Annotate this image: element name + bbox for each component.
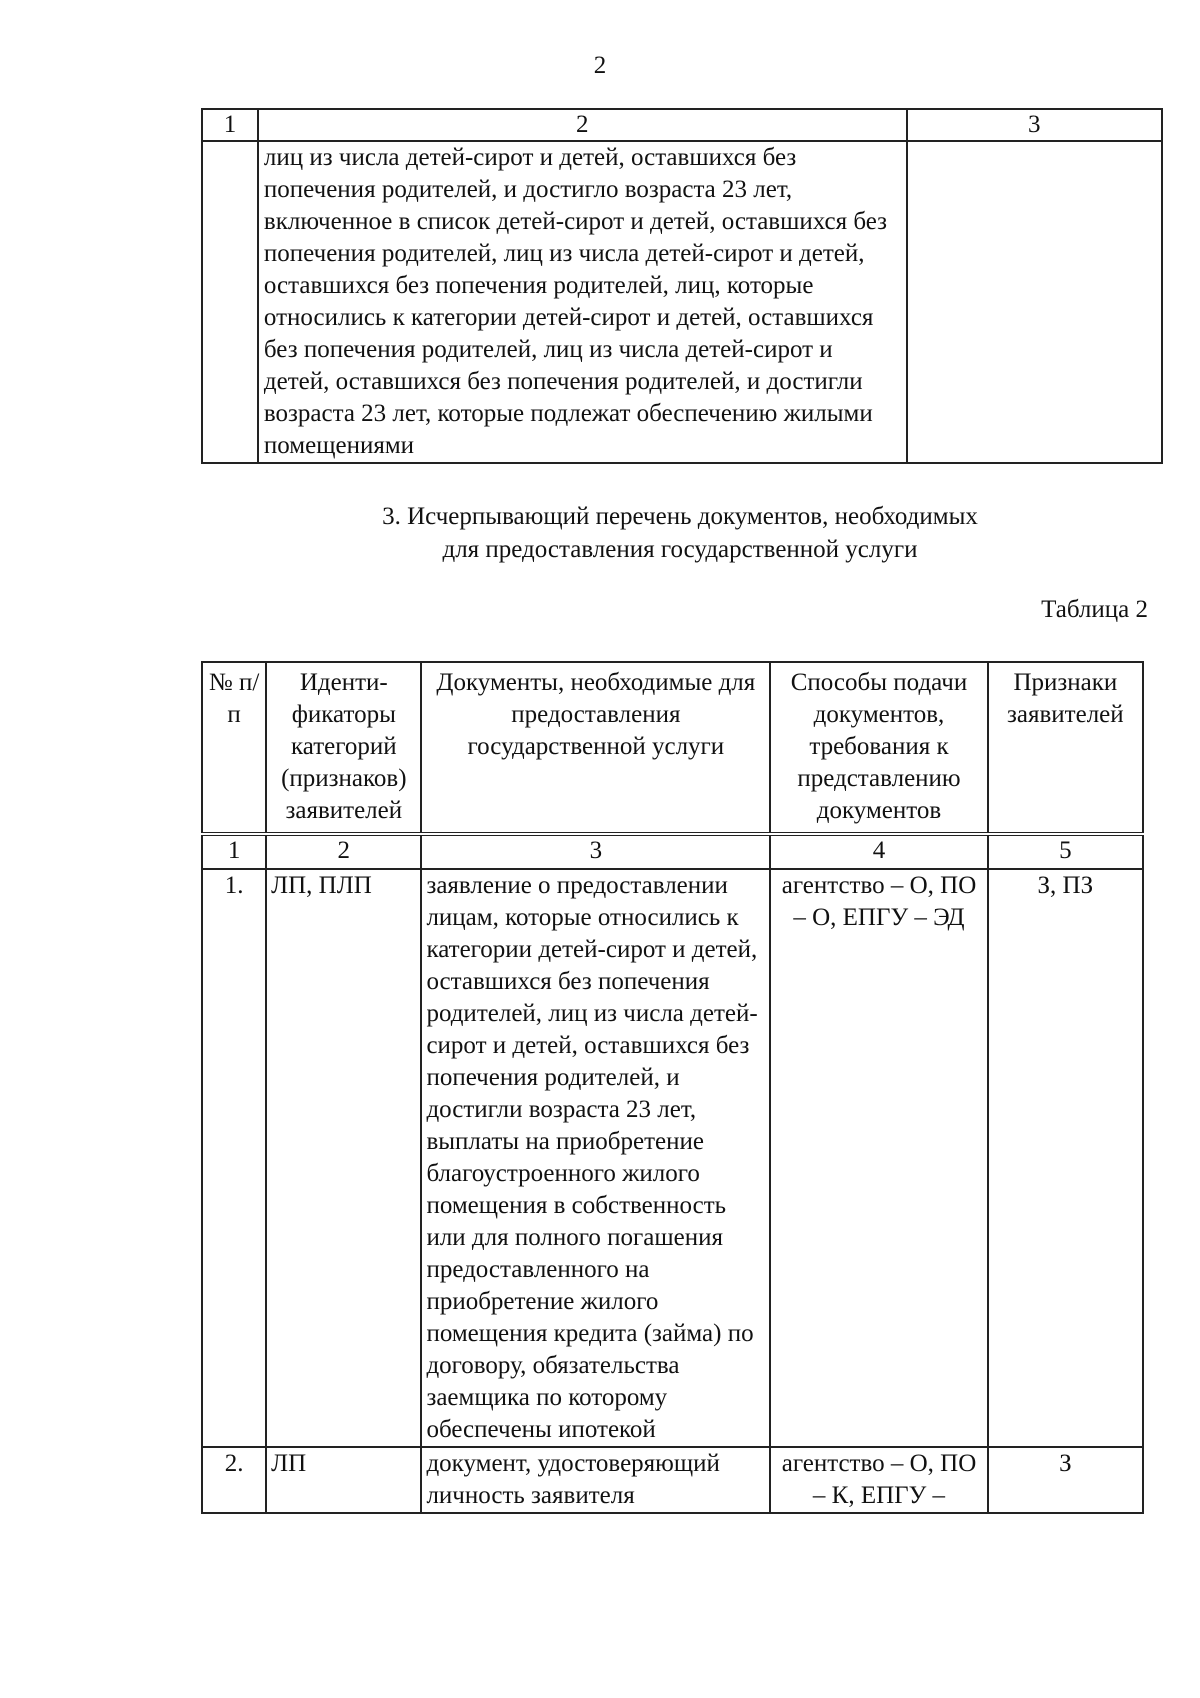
documents-table <box>201 661 1144 1514</box>
continuation-table <box>201 108 1163 464</box>
table-cell: 3 <box>907 109 1162 141</box>
table-caption: Таблица 2 <box>1041 596 1148 623</box>
table-cell: 4 <box>770 834 987 869</box>
row-identifiers: ЛП <box>266 1447 421 1513</box>
table-cell: 1 <box>202 834 266 869</box>
table-row <box>202 869 1143 1447</box>
row-submission-way: агентство – О, ПО – К, ЕПГУ – <box>770 1447 987 1513</box>
column-header: № п/п <box>202 662 266 834</box>
table-cell <box>907 141 1162 463</box>
page-number: 2 <box>593 52 607 79</box>
table-row <box>202 141 1162 463</box>
column-header: Иденти-фикаторы категорий (признаков) заявителей <box>266 662 421 834</box>
section-heading-line: 3. Исчерпывающий перечень документов, необходимых <box>382 503 978 530</box>
table-column-number-row <box>202 109 1162 141</box>
row-submission-way: агентство – О, ПО – О, ЕПГУ – ЭД <box>770 869 987 1447</box>
row-index: 1. <box>202 869 266 1447</box>
continuation-text: лиц из числа детей-сирот и детей, оставшихся без попечения родителей, и достигло возраста 23 лет, включенное в список детей-сирот и детей, оставшихся без попечения родителей, лиц из числа детей-сирот и детей, оставшихся без попечения родителей, лиц, которые относились к категории детей-сирот и детей, оставшихся без попечения родителей, лиц из числа детей-сирот и детей, оставшихся без попечения родителей, и достигли возраста 23 лет, которые подлежат обеспечению жилыми помещениями <box>258 141 907 463</box>
column-header: Способы подачи документов, требования к представлению документов <box>770 662 987 834</box>
section-heading <box>200 500 1160 566</box>
table-row <box>202 1447 1143 1513</box>
table-cell <box>202 141 258 463</box>
table-cell: 2 <box>258 109 907 141</box>
section-heading-line: для предоставления государственной услуги <box>442 536 918 563</box>
column-header: Документы, необходимые для предоставления государственной услуги <box>421 662 770 834</box>
table-cell: 5 <box>988 834 1143 869</box>
table-cell: 1 <box>202 109 258 141</box>
row-identifiers: ЛП, ПЛП <box>266 869 421 1447</box>
table-cell: 3 <box>421 834 770 869</box>
column-header: Признаки заявителей <box>988 662 1143 834</box>
row-index: 2. <box>202 1447 266 1513</box>
row-applicant-signs: З <box>988 1447 1143 1513</box>
row-document: документ, удостоверяющий личность заявителя <box>421 1447 770 1513</box>
table-header-row <box>202 662 1143 834</box>
table-cell: 2 <box>266 834 421 869</box>
table-column-number-row <box>202 834 1143 869</box>
row-document: заявление о предоставлении лицам, которые относились к категории детей-сирот и детей, оставшихся без попечения родителей, лиц из числа детей-сирот и детей, оставшихся без попечения родителей, и достигли возраста 23 лет, выплаты на приобретение благоустроенного жилого помещения в собственность или для полного погашения предоставленного на приобретение жилого помещения кредита (займа) по договору, обязательства заемщика по которому обеспечены ипотекой <box>421 869 770 1447</box>
row-applicant-signs: З, ПЗ <box>988 869 1143 1447</box>
